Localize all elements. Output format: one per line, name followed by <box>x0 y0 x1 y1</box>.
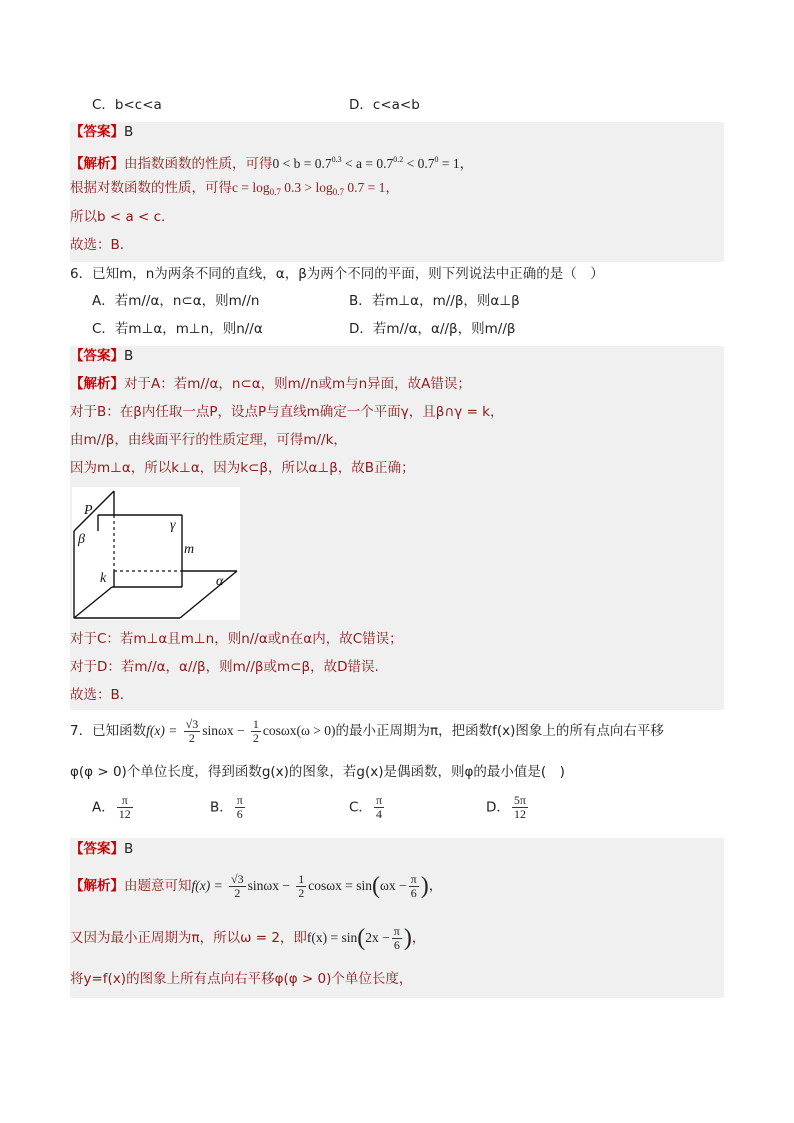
label-beta: β <box>78 532 85 547</box>
label-alpha: α <box>216 574 224 589</box>
label-gamma: γ <box>170 518 176 533</box>
question-7-stem: 7．已知函数f(x) = $\frac{√3}{2}$ sinωx − $\frac{1}{2}$ cosωx(ω > 0)的最小正周期为π，把函数f(x)图象上的所有点向右平移 <box>70 716 664 745</box>
option-c: C．b<c<a <box>92 97 162 113</box>
q6-option-b: B．若m⊥α，m//β，则α⊥β <box>349 293 520 309</box>
q6-option-c: C．若m⊥α，m⊥n，则n//α <box>92 321 263 337</box>
q7-option-c: C． $\frac{\pi}{4}$ <box>349 793 382 821</box>
q6-option-d: D．若m//α，α//β，则m//β <box>349 321 516 337</box>
analysis-line-2: 又因为最小正周期为π，所以ω = 2，即f(x) = sin(2x − $\frac{\pi}{6}$ )， <box>70 923 426 952</box>
question-7-stem-cont: φ(φ > 0)个单位长度，得到函数g(x)的图象，若g(x)是偶函数，则φ的最小值是( ) <box>70 764 565 780</box>
analysis-line-1: 【解析】由指数函数的性质，可得$0 < b = 0.7^{0.3} < a = 0.7^{0.2} < 0.7^0 = 1$， <box>70 155 474 172</box>
analysis-line-5: 对于C：若m⊥α且m⊥n，则n//α或n在α内，故C错误； <box>70 631 403 647</box>
analysis-line-1: 【解析】由题意可知f(x) = $\frac{√3}{2}$ sinωx − $\frac{1}{2}$ cosωx = sin(ωx − $\frac{\pi}{6}$ )， <box>70 871 443 900</box>
label-P: P <box>84 503 93 518</box>
answer-line: 【答案】B <box>70 348 134 364</box>
planes-diagram <box>72 487 240 620</box>
analysis-line-3: 由m//β，由线面平行的性质定理，可得m//k， <box>70 432 347 448</box>
q7-option-a: A． $\frac{\pi}{12}$ <box>92 793 131 821</box>
label-k: k <box>100 571 107 586</box>
analysis-line-1: 【解析】对于A：若m//α，n⊂α，则m//n或m与n异面，故A错误； <box>70 376 471 392</box>
geometry-figure <box>72 487 240 620</box>
q7-option-b: B． $\frac{\pi}{6}$ <box>210 793 243 821</box>
analysis-line-3: 将y=f(x)的图象上所有点向右平移φ(φ > 0)个单位长度， <box>70 971 413 987</box>
answer-line: 【答案】B <box>70 841 134 857</box>
answer-line: 【答案】B <box>70 124 134 140</box>
label-m: m <box>184 542 195 557</box>
question-6-stem: 6．已知m，n为两条不同的直线，α，β为两个不同的平面，则下列说法中正确的是（ ） <box>70 266 604 282</box>
analysis-line-6: 对于D：若m//α，α//β，则m//β或m⊂β，故D错误. <box>70 659 379 675</box>
analysis-line-2: 根据对数函数的性质，可得$c = \log_{0.7} 0.3 > \log_{0.7} 0.7 = 1$， <box>70 180 399 197</box>
analysis-line-4: 因为m⊥α，所以k⊥α，因为k⊂β，所以α⊥β，故B正确； <box>70 460 415 476</box>
q6-option-a: A．若m//α，n⊂α，则m//n <box>92 293 260 309</box>
q7-option-d: D． $\frac{5\pi}{12}$ <box>486 793 526 821</box>
analysis-line-7: 故选：B. <box>70 687 125 703</box>
analysis-line-4: 故选：B. <box>70 237 125 253</box>
analysis-line-2: 对于B：在β内任取一点P，设点P与直线m确定一个平面γ，且β∩γ = k， <box>70 404 504 420</box>
analysis-line-3: 所以b < a < c. <box>70 209 166 225</box>
option-d: D．c<a<b <box>349 97 420 113</box>
